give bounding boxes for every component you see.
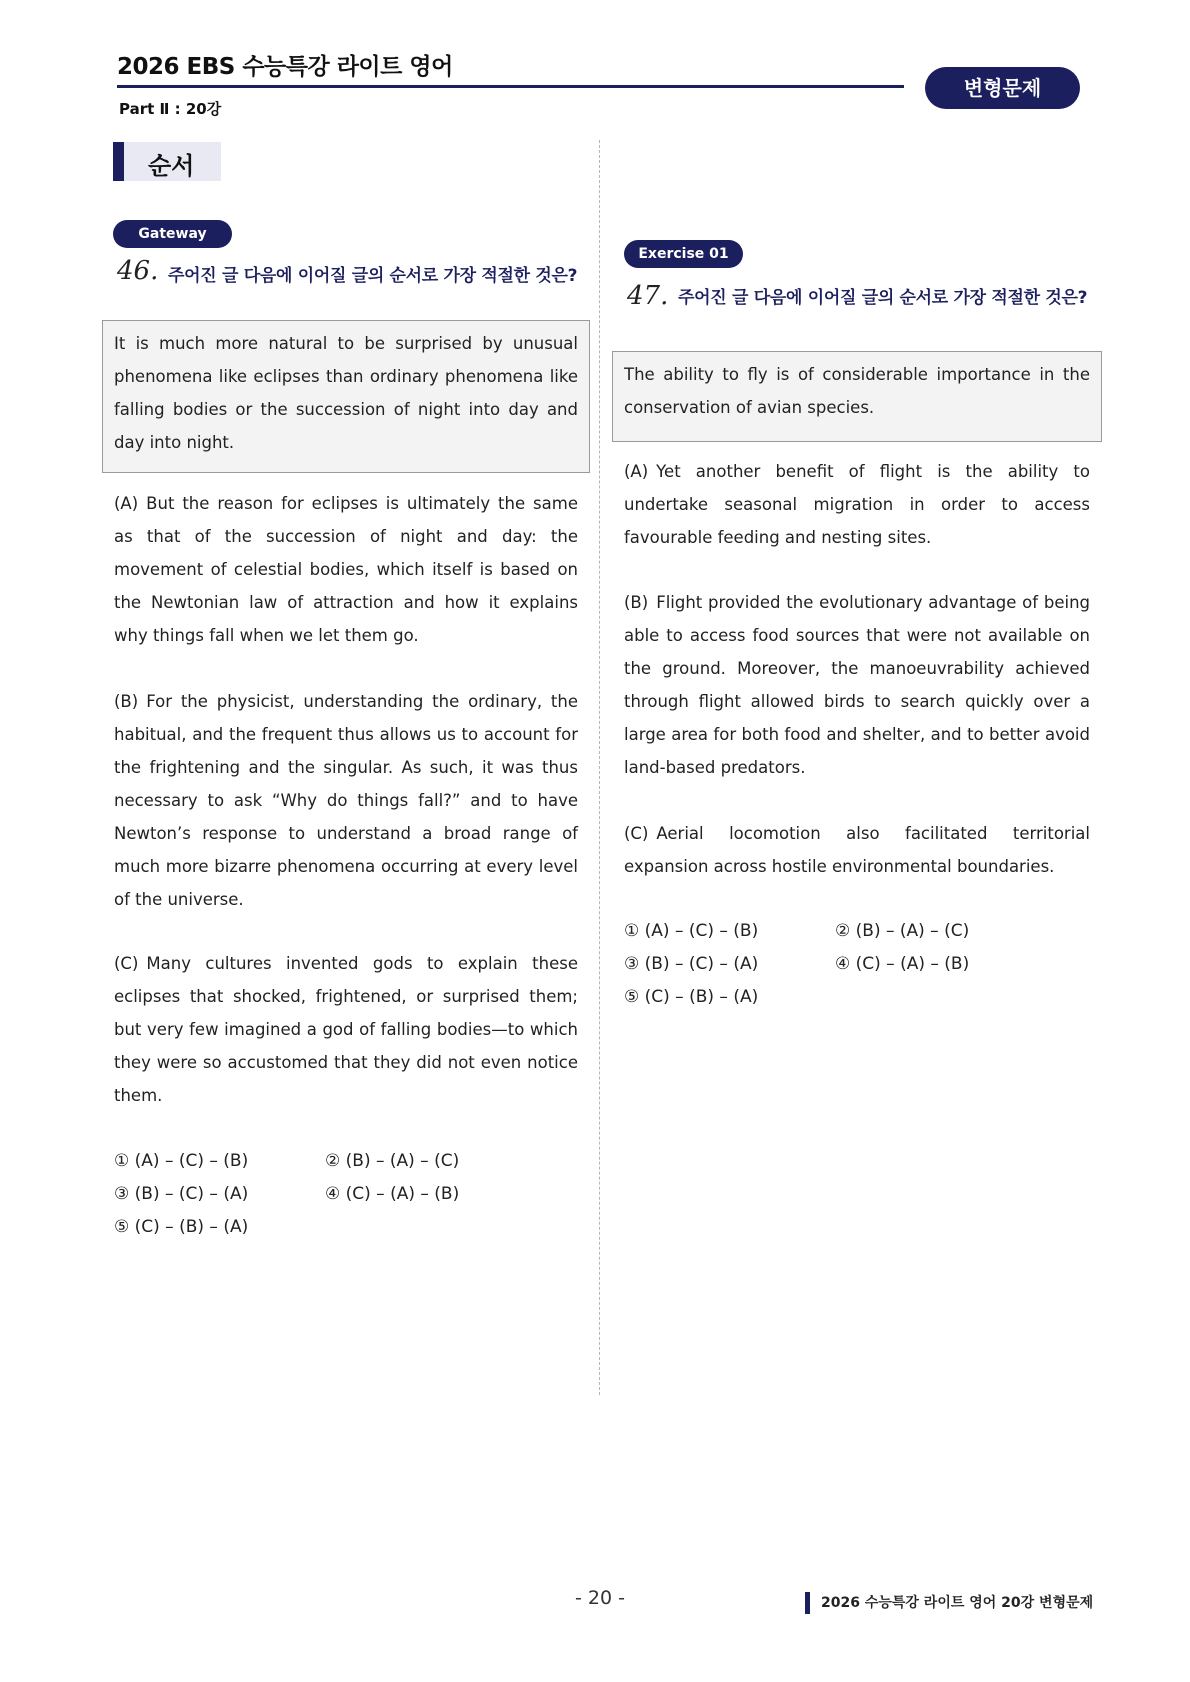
paragraph-47-c xyxy=(624,817,1090,883)
paragraph-text: Many cultures invented gods to explain these eclipses that shocked, frightened, or surprised them; but very few imagined a god of falling bodies—to which they were so accustomed that they did not even notice them. xyxy=(114,954,578,1105)
question-number-47: 47. xyxy=(627,281,669,311)
type-badge: 변형문제 xyxy=(925,67,1080,109)
option-4[interactable]: ④ (C) – (A) – (B) xyxy=(325,1184,460,1204)
question-prompt-46: 주어진 글 다음에 이어질 글의 순서로 가장 적절한 것은? xyxy=(168,266,578,286)
paragraph-label: (C) xyxy=(624,824,649,843)
section-bar xyxy=(113,142,124,181)
option-3[interactable]: ③ (B) – (C) – (A) xyxy=(624,954,759,974)
paragraph-label: (B) xyxy=(114,692,139,711)
option-4[interactable]: ④ (C) – (A) – (B) xyxy=(835,954,970,974)
option-2[interactable]: ② (B) – (A) – (C) xyxy=(325,1151,460,1171)
header-rule xyxy=(117,85,904,88)
paragraph-label: (A) xyxy=(624,462,649,481)
paragraph-text: Yet another benefit of flight is the ability to undertake seasonal migration in order to access favourable feeding and nesting sites. xyxy=(624,462,1090,547)
paragraph-label: (A) xyxy=(114,494,139,513)
exercise-tag: Exercise 01 xyxy=(624,240,743,268)
paragraph-text: For the physicist, understanding the ordinary, the habitual, and the frequent thus allows us to account for the frightening and the singular. As such, it was thus necessary to ask “Why do things fall?” and to have Newton’s response to understand a broad range of much more bizarre phenomena occurring at every level of the universe. xyxy=(114,692,578,909)
gateway-tag: Gateway xyxy=(113,220,232,248)
part-subtitle: Part Ⅱ : 20강 xyxy=(119,100,222,118)
option-5[interactable]: ⑤ (C) – (B) – (A) xyxy=(624,987,759,1007)
option-2[interactable]: ② (B) – (A) – (C) xyxy=(835,921,970,941)
paragraph-text: But the reason for eclipses is ultimately the same as that of the succession of night and day: the movement of celestial bodies, which itself is based on the Newtonian law of attraction and how it explains why things fall when we let them go. xyxy=(114,494,578,645)
section-heading xyxy=(113,142,221,181)
paragraph-47-b xyxy=(624,586,1090,784)
option-1[interactable]: ① (A) – (C) – (B) xyxy=(624,921,759,941)
page-number: - 20 - xyxy=(575,1587,625,1609)
paragraph-label: (C) xyxy=(114,954,139,973)
paragraph-text: Flight provided the evolutionary advantage of being able to access food sources that were not available on the ground. Moreover, the manoeuvrability achieved through flight allowed birds to search quickly over a large area for both food and shelter, and to better avoid land-based predators. xyxy=(624,593,1090,777)
given-passage-46: It is much more natural to be surprised by unusual phenomena like eclipses than ordinary phenomena like falling bodies or the succession of night into day and day into night. xyxy=(102,320,590,473)
section-title: 순서 xyxy=(148,152,195,180)
paragraph-text: Aerial locomotion also facilitated territorial expansion across hostile environmental boundaries. xyxy=(624,824,1090,876)
paragraph-47-a xyxy=(624,455,1090,554)
document-title: 2026 EBS 수능특강 라이트 영어 xyxy=(117,54,453,80)
paragraph-label: (B) xyxy=(624,593,649,612)
option-5[interactable]: ⑤ (C) – (B) – (A) xyxy=(114,1217,249,1237)
footer-caption: 2026 수능특강 라이트 영어 20강 변형문제 xyxy=(805,1592,1093,1614)
option-1[interactable]: ① (A) – (C) – (B) xyxy=(114,1151,249,1171)
given-passage-47: The ability to fly is of considerable importance in the conservation of avian species. xyxy=(612,351,1102,442)
question-number-46: 46. xyxy=(117,256,159,286)
question-prompt-47: 주어진 글 다음에 이어질 글의 순서로 가장 적절한 것은? xyxy=(678,288,1088,308)
column-divider xyxy=(599,140,600,1395)
option-3[interactable]: ③ (B) – (C) – (A) xyxy=(114,1184,249,1204)
paragraph-46-a xyxy=(114,487,578,652)
paragraph-46-b xyxy=(114,685,578,916)
paragraph-46-c xyxy=(114,947,578,1112)
